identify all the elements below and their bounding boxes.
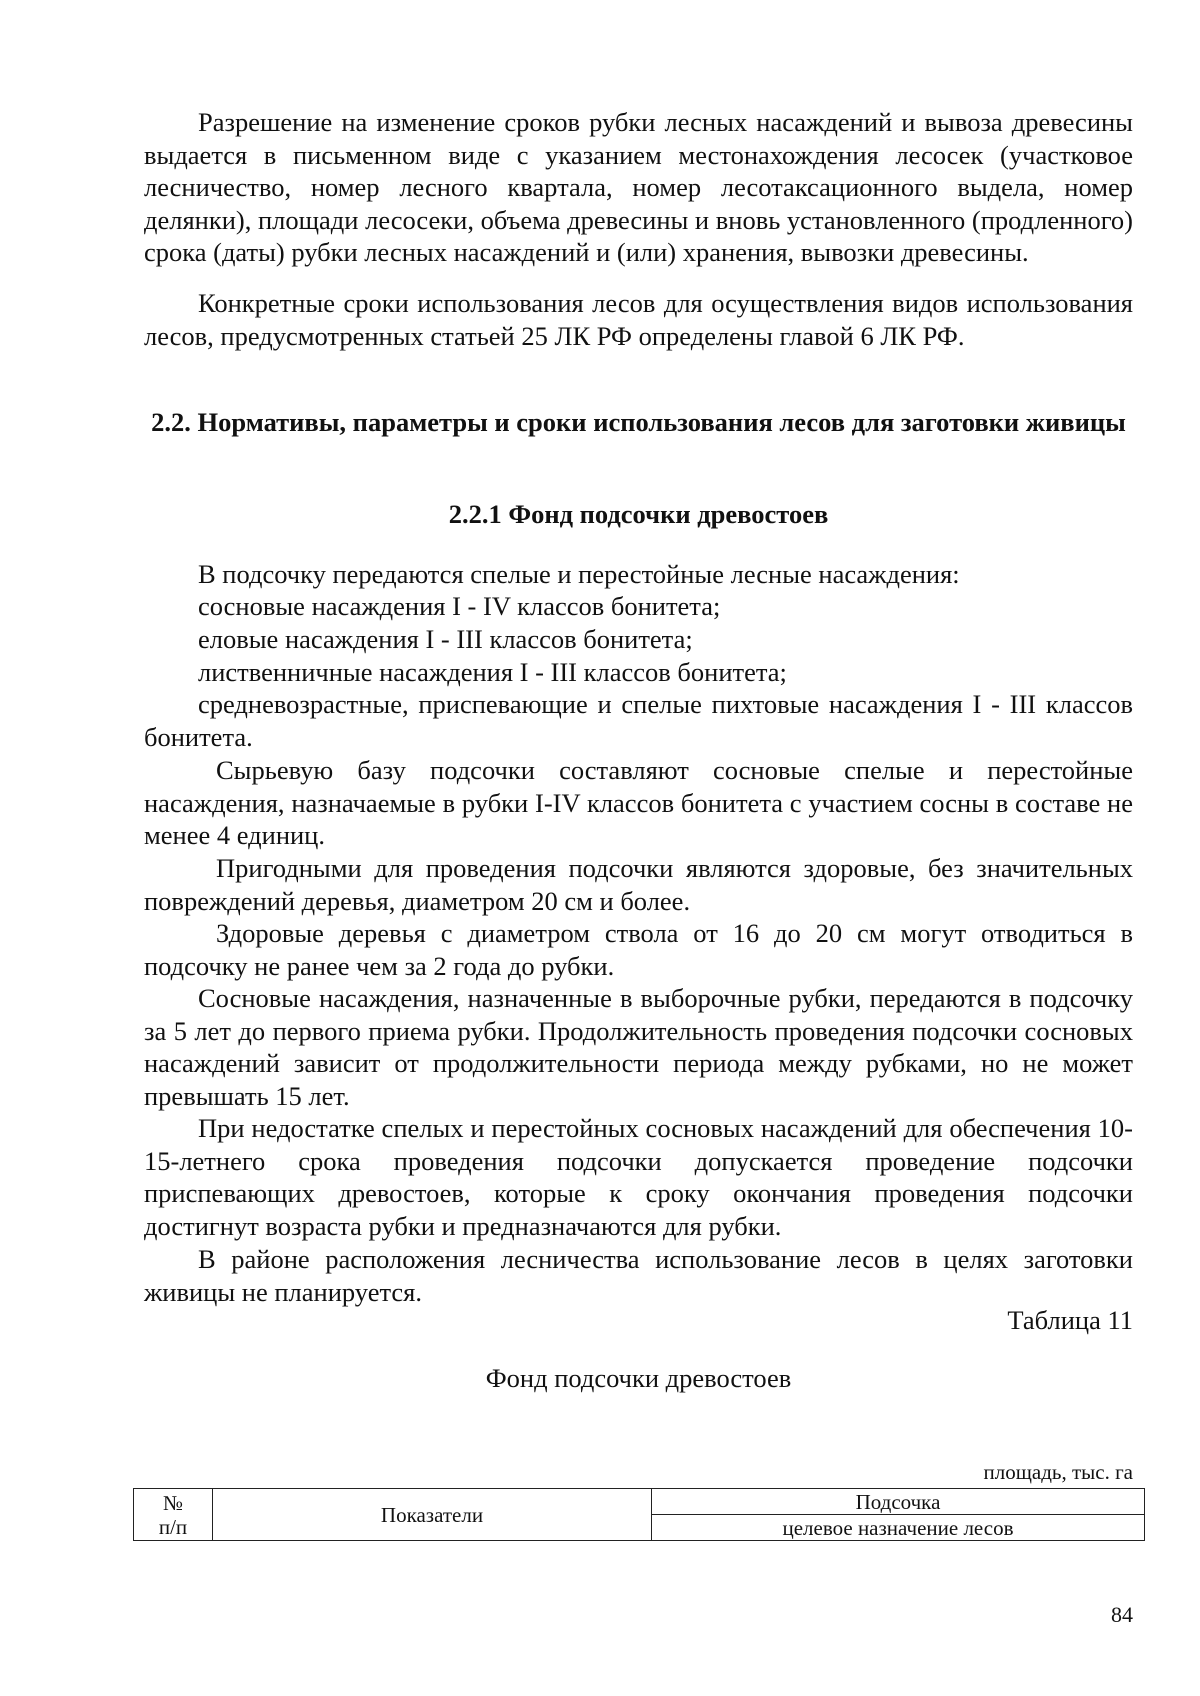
header-tapping: Подсочка — [652, 1489, 1145, 1515]
subsection-heading: 2.2.1 Фонд подсочки древостоев — [448, 499, 829, 529]
fund-table — [133, 1488, 1145, 1541]
section-heading: 2.2. Нормативы, параметры и сроки использования лесов для заготовки живицы — [151, 407, 1126, 437]
table-title: Фонд подсочки древостоев — [485, 1363, 792, 1393]
header-indicators: Показатели — [213, 1489, 652, 1541]
paragraph-suitable-trees: Пригодными для проведения подсочки являются здоровые, без значительных повреждений деревья, диаметром 20 см и более. — [144, 853, 1133, 916]
list-intro: В подсочку передаются спелые и перестойные лесные насаждения: — [198, 559, 960, 589]
paragraph-felling-permit: Разрешение на изменение сроков рубки лесных насаждений и вывоза древесины выдается в письменном виде с указанием местонахождения лесосек (участковое лесничество, номер лесного квартала, номер лесотаксационного выдела, номер делянки), площади лесосеки, объема древесины и вновь установленного (продленного) срока (даты) рубки лесных насаждений и (или) хранения, вывозки древесины. — [144, 107, 1133, 268]
paragraph-pine-selective: Сосновые насаждения, назначенные в выборочные рубки, передаются в подсочку за 5 лет до первого приема рубки. Продолжительность проведения подсочки сосновых насаждений зависит от продолжительности периода между рубками, но не может превышать 15 лет. — [144, 983, 1133, 1111]
paragraph-shortage: При недостатке спелых и перестойных сосновых насаждений для обеспечения 10-15-летнего срока проведения подсочки допускается проведение подсочки приспевающих древостоев, которые к сроку окончания проведения подсочки достигнут возраста рубки и предназначаются для рубки. — [144, 1113, 1133, 1241]
list-item-fir: средневозрастные, приспевающие и спелые пихтовые насаждения I - III классов бонитета. — [144, 689, 1133, 752]
page-number: 84 — [1111, 1602, 1133, 1627]
paragraph-raw-base: Сырьевую базу подсочки составляют сосновые спелые и перестойные насаждения, назначаемые в рубки I-IV классов бонитета с участием сосны в составе не менее 4 единиц. — [144, 755, 1133, 851]
header-number: № п/п — [134, 1489, 213, 1541]
paragraph-healthy-trees: Здоровые деревья с диаметром ствола от 16 до 20 см могут отводиться в подсочку не ранее чем за 2 года до рубки. — [144, 918, 1133, 981]
list-item-pine: сосновые насаждения I - IV классов бонитета; — [198, 591, 721, 621]
list-item-larch: лиственничные насаждения I - III классов бонитета; — [198, 657, 787, 687]
table-label: Таблица 11 — [1007, 1305, 1133, 1335]
list-item-spruce: еловые насаждения I - III классов бонитета; — [198, 624, 693, 654]
paragraph-specific-terms: Конкретные сроки использования лесов для осуществления видов использования лесов, предусмотренных статьей 25 ЛК РФ определены главой 6 ЛК РФ. — [144, 288, 1133, 351]
paragraph-not-planned: В районе расположения лесничества использование лесов в целях заготовки живицы не планируется. — [144, 1244, 1133, 1307]
header-forest-purpose: целевое назначение лесов — [652, 1515, 1145, 1541]
table-unit: площадь, тыс. га — [983, 1460, 1133, 1484]
